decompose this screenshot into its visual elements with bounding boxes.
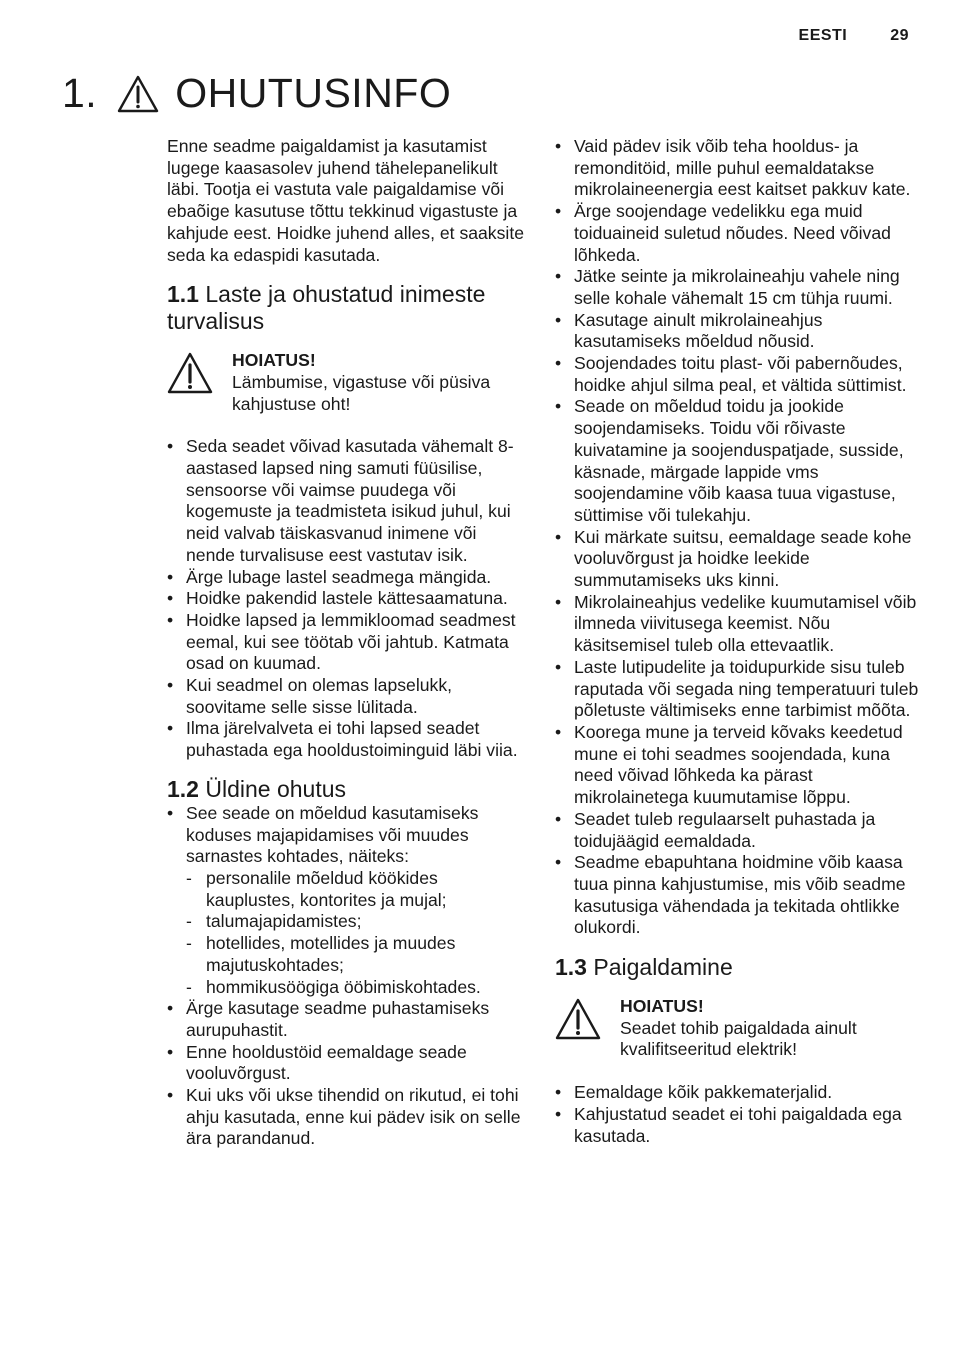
section-1-2-list — [167, 803, 527, 1150]
list-item: • Hoidke lapsed ja lemmikloomad seadmest eemal, kui see töötab või jahtub. Katmata osad on kuumad. — [167, 610, 527, 675]
list-item: • Kahjustatud seadet ei tohi paigaldada ega kasutada. — [555, 1104, 920, 1147]
warning-title: HOIATUS! — [232, 350, 316, 371]
warning-box-1 — [167, 350, 527, 415]
list-item: • Koorega mune ja terveid kõvaks keedetud mune ei tohi seadmes soojendada, kuna need võivad lõhkeda ka pärast mikrolainetega kuumutamise lõppu. — [555, 722, 920, 809]
language-label: EESTI — [798, 27, 848, 44]
chapter-title: OHUTUSINFO — [175, 70, 452, 116]
list-item: • Ärge kasutage seadme puhastamiseks aurupuhastit. — [167, 998, 527, 1041]
list-item: • Soojendades toitu plast- või pabernõudes, hoidke ahjul silma peal, et vältida süttimist. — [555, 353, 920, 396]
list-item: • Kasutage ainult mikrolaineahjus kasutamiseks mõeldud nõusid. — [555, 310, 920, 353]
section-1-3-list — [555, 1082, 920, 1147]
list-item: • Ärge lubage lastel seadmega mängida. — [167, 567, 527, 589]
warning-text: Seadet tohib paigaldada ainult kvalifitseeritud elektrik! — [620, 1017, 857, 1060]
page-number: 29 — [890, 27, 909, 44]
right-column — [555, 136, 920, 1147]
section-1-2-heading: 1.2 Üldine ohutus — [167, 775, 347, 802]
warning-text: Lämbumise, vigastuse või püsiva kahjustuse oht! — [232, 371, 491, 414]
list-item: • Mikrolaineahjus vedelike kuumutamisel võib ilmneda viivitusega keemist. Nõu käsitsemisel tuleb olla ettevaatlik. — [555, 592, 920, 657]
list-item: • Jätke seinte ja mikrolaineahju vahele ning selle kohale vähemalt 15 cm tühja ruumi. — [555, 266, 920, 309]
list-item: • Ilma järelvalveta ei tohi lapsed seadet puhastada ega hooldustoiminguid läbi viia. — [167, 718, 527, 761]
section-1-1-list — [167, 436, 527, 762]
warning-triangle-icon — [167, 352, 213, 394]
list-item: • Kui märkate suitsu, eemaldage seade kohe vooluvõrgust ja hoidke leekide summutamiseks uks kinni. — [555, 527, 920, 592]
chapter-number: 1. — [62, 70, 98, 116]
sub-list-item: - hotellides, motellides ja muudes majutuskohtades; — [186, 933, 527, 976]
sub-list-item: - personalile mõeldud köökides kauplustes, kontorites ja mujal; — [186, 868, 527, 911]
left-column — [167, 136, 527, 1150]
page-title — [62, 70, 451, 117]
general-safety-continued-list — [555, 136, 920, 939]
intro-paragraph: Enne seadme paigaldamist ja kasutamist lugege kaasasolev juhend tähelepanelikult läbi. Tootja ei vastuta vale paigaldamise või ebaõige kasutuse tõttu tekkinud vigastuste ja kahjude eest. Hoidke juhend alles, et saaksite seda ka edaspidi kasutada. — [167, 136, 524, 265]
page-header — [799, 27, 909, 45]
list-item: • Kui uks või ukse tihendid on rikutud, ei tohi ahju kasutada, enne kui pädev isik on selle ära parandanud. — [167, 1085, 527, 1150]
sub-list — [186, 868, 527, 998]
list-item: • Seadet tuleb regulaarselt puhastada ja toidujäägid eemaldada. — [555, 809, 920, 852]
list-item: • Seadme ebapuhtana hoidmine võib kaasa tuua pinna kahjustumise, mis võib seadme kasutusiga vähendada ja tekitada ohtlikke olukordi. — [555, 852, 920, 939]
list-item: • See seade on mõeldud kasutamiseks koduses majapidamises või muudes sarnastes kohtades, näiteks: - personalile mõeldud köökides kauplustes, kontorites ja mujal; - talumajapidamistes; - hotellides, motellides ja muudes majutuskohtades; - hommikusöögiga ööbimiskohtades. — [167, 803, 527, 998]
list-item: • Seda seadet võivad kasutada vähemalt 8-aastased lapsed ning samuti füüsilise, sensoorse või vaimse puudega või kogemuste ja teadmisteta isikud juhul, kui neid valvab täiskasvanud inimene või nende turvalisuse eest vastutav isik. — [167, 436, 527, 566]
warning-title: HOIATUS! — [620, 996, 704, 1017]
list-item: • Laste lutipudelite ja toidupurkide sisu tuleb raputada või segada ning temperatuuri tuleb põletuste vältimiseks enne tarbimist mõõta. — [555, 657, 920, 722]
section-1-3-heading: 1.3 Paigaldamine — [555, 954, 733, 981]
list-item: • Vaid pädev isik võib teha hooldus- ja remonditöid, mille puhul eemaldatakse mikrolaineenergia eest kaitset pakkuv kate. — [555, 136, 920, 201]
section-1-1-heading: 1.1 Laste ja ohustatud inimeste turvalisus — [167, 281, 486, 335]
warning-triangle-icon — [555, 998, 601, 1040]
list-item: • Kui seadmel on olemas lapselukk, soovitame selle sisse lülitada. — [167, 675, 527, 718]
list-item: • Ärge soojendage vedelikku ega muid toiduaineid suletud nõudes. Need võivad lõhkeda. — [555, 201, 920, 266]
sub-list-item: - talumajapidamistes; — [186, 911, 527, 933]
list-item: • Eemaldage kõik pakkematerjalid. — [555, 1082, 920, 1104]
list-item: • Enne hooldustöid eemaldage seade vooluvõrgust. — [167, 1042, 527, 1085]
sub-list-item: - hommikusöögiga ööbimiskohtades. — [186, 977, 527, 999]
list-item: • Hoidke pakendid lastele kättesaamatuna. — [167, 588, 527, 610]
warning-box-2 — [555, 996, 920, 1061]
list-item: • Seade on mõeldud toidu ja jookide soojendamiseks. Toidu või rõivaste kuivatamine ja soojenduspatjade, susside, käsnade, märgade lappide vms soojendamine võib kaasa tuua vigastuse, süttimise või tulekahju. — [555, 396, 920, 526]
warning-triangle-icon — [117, 75, 159, 113]
